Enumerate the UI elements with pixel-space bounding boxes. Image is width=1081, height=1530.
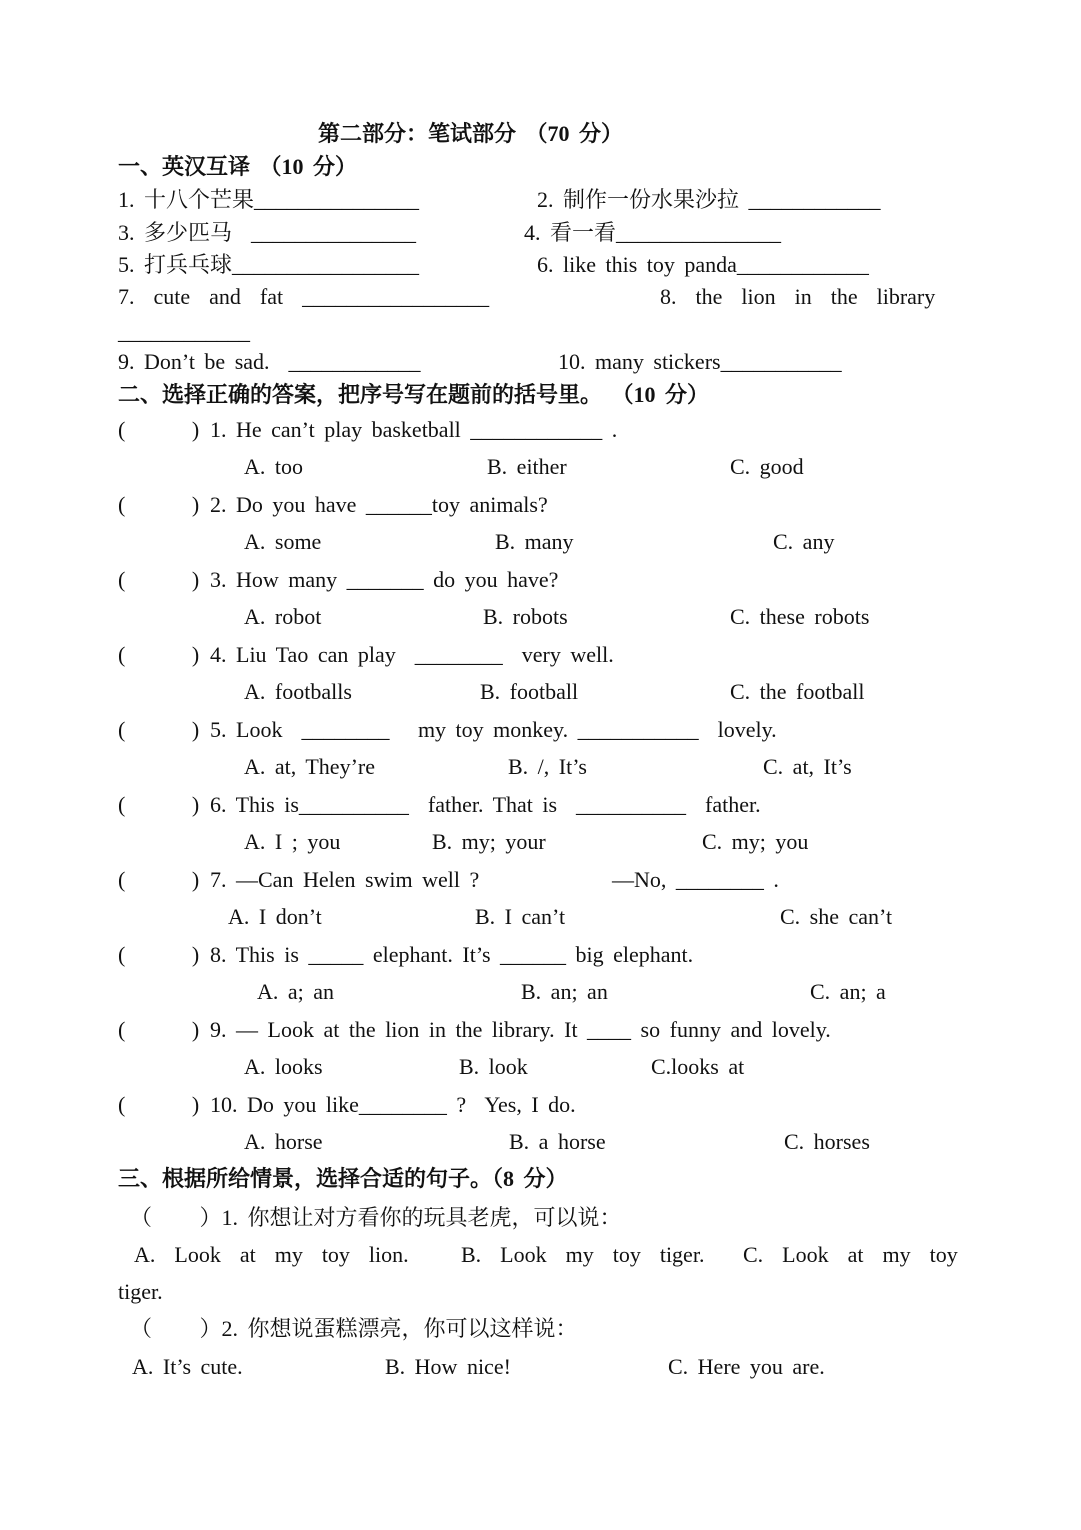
answer-bracket: ( ): [118, 717, 200, 742]
question-reply: —No, ________ .: [612, 867, 779, 892]
option-c: C. Look at my toy: [743, 1242, 958, 1267]
answer-bracket: ( ): [118, 942, 200, 967]
option-c: C. these robots: [730, 604, 870, 629]
option-b: B. many: [495, 529, 574, 554]
question-text: 8. This is _____ elephant. It’s ______ big elephant.: [210, 942, 694, 967]
option-a: A. It’s cute.: [132, 1354, 243, 1379]
question-text: 6. This is__________ father. That is __________ father.: [210, 792, 761, 817]
situation-question: （ ）2. 你想说蛋糕漂亮，你可以这样说：: [130, 1316, 578, 1341]
answer-bracket: ( ): [118, 792, 200, 817]
section2-heading: 二、选择正确的答案，把序号写在题前的括号里。 （10 分）: [118, 382, 710, 407]
question-text: 1. He can’t play basketball ____________ .: [210, 417, 618, 442]
answer-bracket: ( ): [118, 567, 200, 592]
option-b: B. How nice!: [385, 1354, 511, 1379]
translation-item: 10. many stickers___________: [558, 349, 842, 374]
option-a: A. robot: [244, 604, 322, 629]
option-b: B. look: [459, 1054, 528, 1079]
option-a: A. looks: [244, 1054, 323, 1079]
answer-bracket: ( ): [118, 1017, 200, 1042]
option-b: B. Look my toy tiger.: [461, 1242, 705, 1267]
situation-question: （ ）1. 你想让对方看你的玩具老虎，可以说：: [130, 1205, 622, 1230]
translation-item: 3. 多少匹马 _______________: [118, 220, 417, 245]
section1-heading: 一、英汉互译 （10 分）: [118, 154, 358, 179]
answer-bracket: ( ): [118, 492, 200, 517]
question-text: 9. — Look at the lion in the library. It ____ so funny and lovely.: [210, 1017, 831, 1042]
option-b: B. my; your: [432, 829, 546, 854]
option-c: C. the football: [730, 679, 865, 704]
answer-bracket: ( ): [118, 642, 200, 667]
option-c-continued: tiger.: [118, 1279, 163, 1304]
page-title: 第二部分：笔试部分 （70 分）: [318, 121, 624, 146]
option-a: A. horse: [244, 1129, 323, 1154]
answer-bracket: ( ): [118, 1092, 200, 1117]
translation-item: 2. 制作一份水果沙拉 ____________: [537, 187, 881, 212]
option-a: A. I don’t: [228, 904, 322, 929]
option-c: C. good: [730, 454, 804, 479]
question-text: 2. Do you have ______toy animals?: [210, 492, 548, 517]
option-c: C. she can’t: [780, 904, 893, 929]
translation-item: 5. 打兵乓球_________________: [118, 252, 420, 277]
translation-item: 4. 看一看_______________: [524, 220, 782, 245]
option-a: A. footballs: [244, 679, 352, 704]
question-text: 7. —Can Helen swim well ?: [210, 867, 480, 892]
answer-bracket: ( ): [118, 417, 200, 442]
option-a: A. Look at my toy lion.: [134, 1242, 409, 1267]
option-a: A. at, They’re: [244, 754, 375, 779]
question-text: 3. How many _______ do you have?: [210, 567, 559, 592]
option-a: A. I ; you: [244, 829, 341, 854]
option-c: C. an; a: [810, 979, 886, 1004]
translation-item: 9. Don’t be sad. ____________: [118, 349, 421, 374]
question-text: 10. Do you like________ ? Yes, I do.: [210, 1092, 576, 1117]
option-c: C. horses: [784, 1129, 870, 1154]
translation-item: 6. like this toy panda____________: [537, 252, 869, 277]
section3-heading: 三、根据所给情景，选择合适的句子。（8 分）: [118, 1166, 568, 1191]
option-b: B. football: [480, 679, 579, 704]
question-text: 4. Liu Tao can play ________ very well.: [210, 642, 614, 667]
option-c: C. at, It’s: [763, 754, 852, 779]
option-c: C. any: [773, 529, 835, 554]
question-text: 5. Look ________ my toy monkey. ___________ lovely.: [210, 717, 777, 742]
translation-item: 1. 十八个芒果_______________: [118, 187, 420, 212]
translation-item: 7. cute and fat _________________: [118, 284, 490, 309]
option-a: A. a; an: [257, 979, 335, 1004]
translation-item: 8. the lion in the library: [660, 284, 936, 309]
option-b: B. I can’t: [475, 904, 566, 929]
translation-blank: ____________: [118, 319, 250, 344]
answer-bracket: ( ): [118, 867, 200, 892]
option-b: B. robots: [483, 604, 568, 629]
option-a: A. too: [244, 454, 303, 479]
option-b: B. an; an: [521, 979, 608, 1004]
option-b: B. either: [487, 454, 567, 479]
option-b: B. /, It’s: [508, 754, 587, 779]
option-c: C. my; you: [702, 829, 809, 854]
option-b: B. a horse: [509, 1129, 606, 1154]
option-c: C. Here you are.: [668, 1354, 825, 1379]
option-a: A. some: [244, 529, 322, 554]
option-c: C.looks at: [651, 1054, 745, 1079]
